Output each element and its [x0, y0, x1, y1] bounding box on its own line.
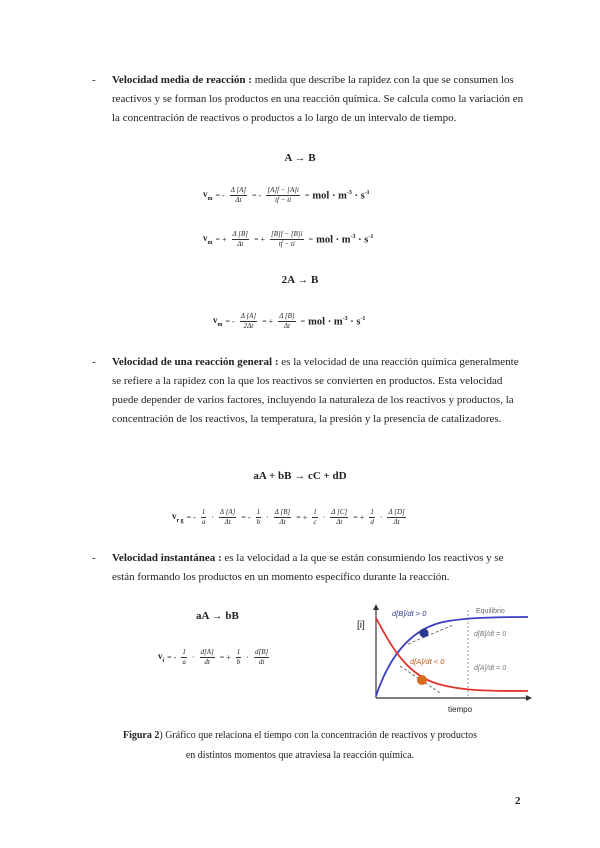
y-axis-label: [i]	[357, 620, 365, 631]
figure-label: Figura 2	[122, 730, 160, 741]
formula-general-rate: $v_{r g}$ = - $\frac{1}{a}$ · $\frac{\Delta [A]}{\Delta t}$ = - $\frac{1}{b}$ · $\frac{\Delta [B]}{\Delta t}$ = + $\frac{1}{c}$ · $\frac{\Delta [C]}{\Delta t}$ = + $\frac{1}{d}$ · $\frac{\Delta [D]}{\Delta t}$	[172, 508, 405, 526]
formula-average-rate-3: $v_m$ = - $\frac{\Delta [A]}{2\Delta t}$ = + $\frac{\Delta [B]}{\Delta t}$ = mol · $m^{-3} \cdot s^{-1}$	[213, 312, 366, 330]
bullet-average-rate	[92, 71, 532, 151]
reaction-2a-to-b: 2A → B	[281, 274, 319, 286]
bullet-text	[112, 549, 527, 587]
caption-line-1: ) Gráfico que relaciona el tiempo con la concentración de reactivos y productos	[159, 730, 478, 741]
bullet-dash: -	[92, 552, 96, 564]
product-point	[420, 629, 429, 638]
concentration-time-graph	[348, 600, 538, 718]
reaction-a-to-b: A → B	[284, 152, 316, 164]
term-title: Velocidad de una reacción general :	[112, 356, 279, 368]
term-definition: medida que describe la rapidez con la que se consumen los reactivos y se forman los productos en una reacción química. Se calcula como la variación en la concentración de reactivos o productos a lo largo de un intervalo de tiempo.	[112, 74, 524, 124]
reactant-slope-label: d[A]/dt < 0	[410, 657, 445, 666]
x-axis-arrow	[526, 695, 532, 701]
term-title: Velocidad instantánea :	[112, 552, 222, 564]
bullet-dash: -	[92, 356, 96, 368]
equilibrium-label: Equilibrio	[476, 608, 505, 615]
bullet-general-rate	[92, 353, 532, 453]
figure-caption	[0, 726, 600, 766]
caption-line-2: en distintos momentos que atraviesa la reacción química.	[185, 750, 415, 761]
formula-average-rate-2: $v_m$ = + $\frac{\Delta [B]}{\Delta t}$ = + $\frac{[B]f - [B]i}{tf - ti}$ = mol · $m^{-3} \cdot s^{-1}$	[203, 230, 374, 248]
reactant-curve	[376, 618, 528, 691]
reactant-point	[417, 675, 427, 685]
x-axis-label: tiempo	[448, 705, 473, 714]
equilibrium-a-label: d[A]/dt = 0	[474, 665, 507, 672]
equilibrium-b-label: d[B]/dt = 0	[474, 631, 507, 638]
bullet-dash: -	[92, 74, 96, 86]
reaction-general: aA + bB → cC + dD	[253, 470, 347, 482]
bullet-instant-rate	[92, 549, 532, 591]
y-axis-arrow	[373, 604, 379, 610]
reaction-instant: aA → bB	[196, 610, 239, 622]
term-definition: es la velocidad de una reacción química generalmente se refiere a la rapidez con la que los reactivos se convierten en productos. Esta velocidad puede depender de varios factores, incluyendo la naturaleza de los reactivos y productos, la concentración de los reactivos, la temperatura, la presión y la presencia de catalizadores.	[112, 356, 519, 425]
term-definition: es la velocidad a la que se están consumiendo los reactivos y se están formando los productos en un momento específico durante la reacción.	[112, 552, 504, 583]
bullet-text	[112, 353, 527, 429]
formula-average-rate-1: $v_m$ = - $\frac{\Delta [A]}{\Delta t}$ = - $\frac{[A]f - [A]i}{tf - ti}$ = mol · $m^{-3} \cdot s^{-1}$	[203, 186, 370, 204]
bullet-text	[112, 71, 527, 128]
term-title: Velocidad media de reacción :	[112, 74, 252, 86]
page-number: 2	[515, 795, 521, 807]
formula-instant-rate: $v_i$ = - $\frac{1}{a}$ · $\frac{d[A]}{dt}$ = + $\frac{1}{b}$ · $\frac{d[B]}{dt}$	[158, 648, 269, 666]
product-slope-label: d[B]/dt > 0	[392, 609, 427, 618]
